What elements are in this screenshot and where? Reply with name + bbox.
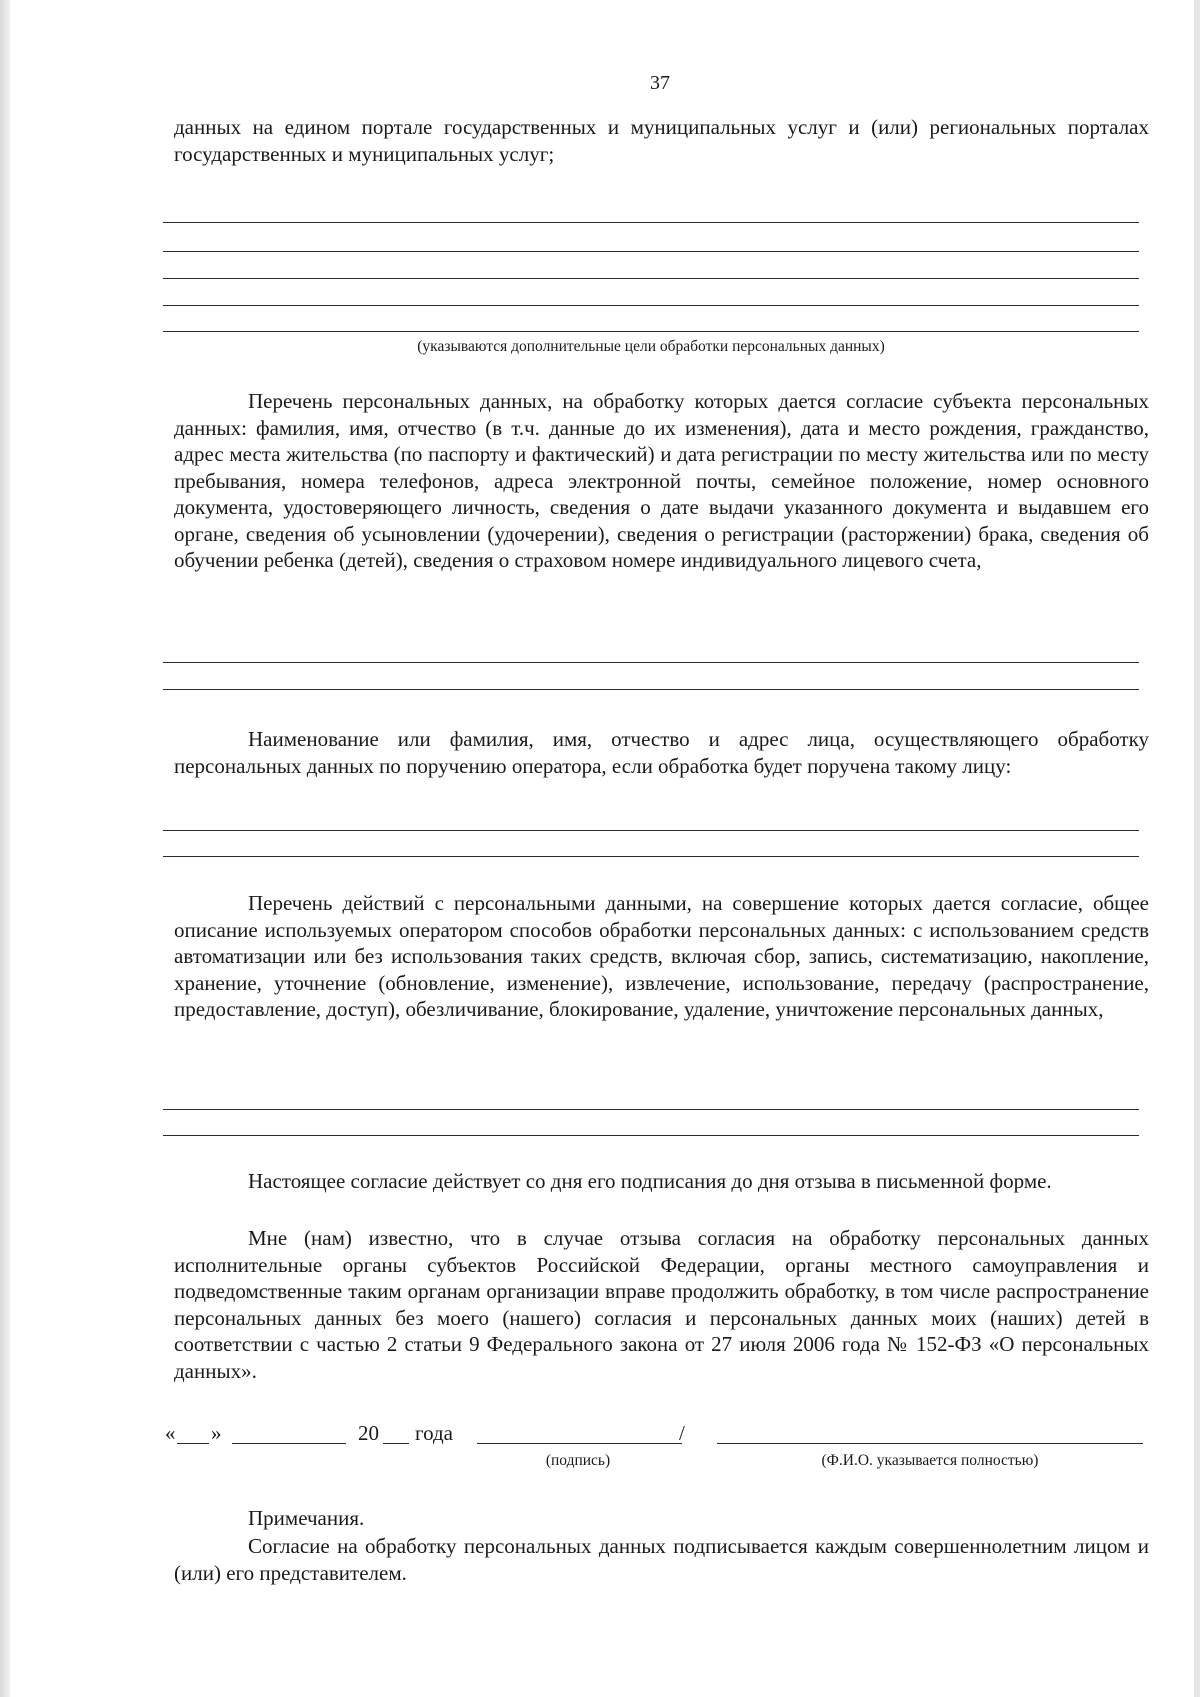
signature-blank[interactable] xyxy=(477,1443,682,1444)
blank-line-purpose-1[interactable] xyxy=(163,222,1139,223)
notes-paragraph: Согласие на обработку персональных данных подписывается каждым совершеннолетним лицом и (или) его представителем. xyxy=(174,1534,1149,1585)
year-blank[interactable] xyxy=(383,1443,409,1444)
page-left-edge xyxy=(0,0,10,1697)
blank-line-processor-2[interactable] xyxy=(163,856,1139,857)
blank-line-actions-2[interactable] xyxy=(163,1135,1139,1136)
full-name-caption: (Ф.И.О. указывается полностью) xyxy=(821,1452,1039,1469)
signature-caption: (подпись) xyxy=(545,1452,611,1469)
notes-title: Примечания. xyxy=(248,1506,365,1530)
signature-slash: / xyxy=(679,1421,685,1445)
page-number: 37 xyxy=(650,72,670,94)
processor-paragraph: Наименование или фамилия, имя, отчество и адрес лица, осуществляющего обработку персональных данных по поручению оператора, если обработка будет поручена такому лицу: xyxy=(174,727,1149,778)
year-prefix: 20 xyxy=(358,1421,379,1445)
blank-line-processor-1[interactable] xyxy=(163,830,1139,831)
page-right-edge xyxy=(1194,0,1200,1697)
full-name-blank[interactable] xyxy=(717,1443,1143,1444)
blank-line-personal-data-2[interactable] xyxy=(163,689,1139,690)
withdrawal-paragraph: Мне (нам) известно, что в случае отзыва согласия на обработку персональных данных исполнительные органы субъектов Российской Федерации, органы местного самоуправления и подведомственные таким органам организации вправе продолжить обработку, в том числе распространение персональных данных без моего (нашего) согласия и персональных данных моих (наших) детей в соответствии с частью 2 статьи 9 Федерального закона от 27 июля 2006 года № 152-ФЗ «О персональных данных». xyxy=(174,1226,1149,1383)
actions-list-paragraph: Перечень действий с персональными данными, на совершение которых дается согласие, общее описание используемых оператором способов обработки персональных данных: с использованием средств автоматизации или без использования таких средств, включая сбор, запись, систематизацию, накопление, хранение, уточнение (обновление, изменение), извлечение, использование, передачу (распространение, предоставление, доступ), обезличивание, блокирование, удаление, уничтожение персональных данных, xyxy=(174,891,1149,1021)
year-word: года xyxy=(415,1421,453,1445)
blank-line-purpose-3[interactable] xyxy=(163,278,1139,279)
month-blank[interactable] xyxy=(232,1443,346,1444)
blank-line-personal-data-1[interactable] xyxy=(163,662,1139,663)
blank-line-purpose-5[interactable] xyxy=(163,331,1139,332)
blank-line-purpose-4[interactable] xyxy=(163,305,1139,306)
day-blank[interactable] xyxy=(177,1443,209,1444)
date-close-quote: » xyxy=(211,1421,222,1445)
signature-row xyxy=(165,1421,1145,1451)
blank-line-purpose-2[interactable] xyxy=(163,251,1139,252)
date-open-quote: « xyxy=(165,1421,176,1445)
intro-paragraph: данных на едином портале государственных и муниципальных услуг и (или) региональных порталах государственных и муниципальных услуг; xyxy=(174,115,1149,166)
validity-paragraph: Настоящее согласие действует со дня его подписания до дня отзыва в письменной форме. xyxy=(248,1169,1052,1193)
personal-data-list-paragraph: Перечень персональных данных, на обработку которых дается согласие субъекта персональных данных: фамилия, имя, отчество (в т.ч. данные до их изменения), дата и место рождения, гражданство, адрес места жительства (по паспорту и фактический) и дата регистрации по месту жительства или по месту пребывания, номера телефонов, адреса электронной почты, семейное положение, номер основного документа, удостоверяющего личность, сведения о дате выдачи указанного документа и выдавшем его органе, сведения об усыновлении (удочерении), сведения о регистрации (расторжении) брака, сведения об обучении ребенка (детей), сведения о страховом номере индивидуального лицевого счета, xyxy=(174,389,1149,572)
additional-purposes-caption: (указываются дополнительные цели обработки персональных данных) xyxy=(417,338,885,355)
blank-line-actions-1[interactable] xyxy=(163,1109,1139,1110)
